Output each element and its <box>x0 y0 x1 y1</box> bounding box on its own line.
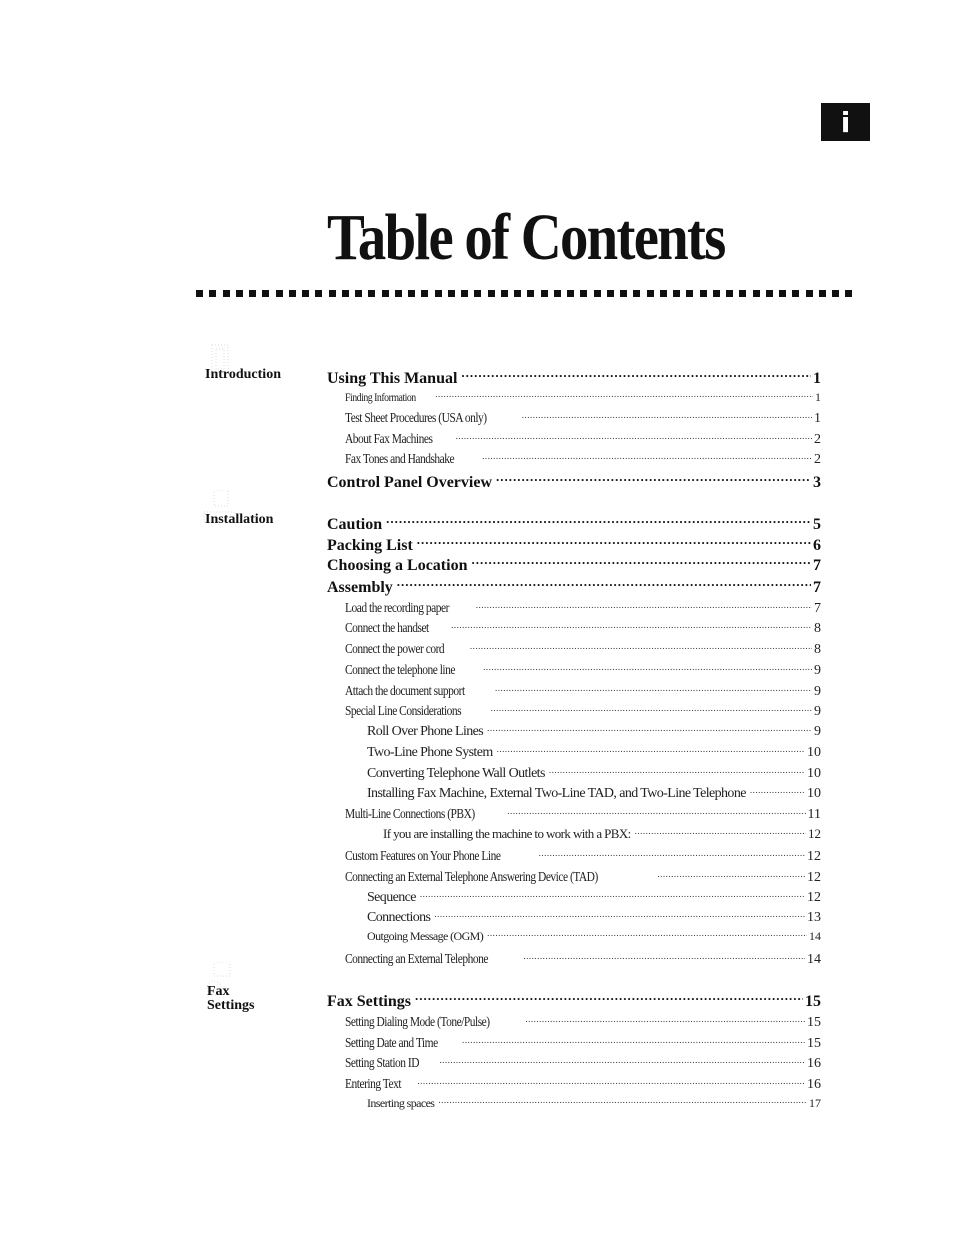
dot-leader <box>750 783 805 797</box>
toc-entry-page-number: 16 <box>807 1056 821 1071</box>
divider-square <box>342 290 349 297</box>
toc-entry[interactable] <box>367 928 821 944</box>
divider-square <box>209 290 216 297</box>
toc-entry-page-number: 7 <box>813 557 821 574</box>
toc-entry-title: Converting Telephone Wall Outlets <box>367 766 545 781</box>
dot-leader <box>495 681 812 695</box>
toc-entry[interactable] <box>345 867 821 886</box>
divider-square <box>700 290 707 297</box>
toc-entry-page-number: 10 <box>807 766 821 781</box>
dot-leader <box>482 449 812 463</box>
toc-entry[interactable] <box>345 1053 821 1072</box>
divider-square <box>408 290 415 297</box>
divider-square <box>448 290 455 297</box>
divider-square <box>647 290 654 297</box>
dot-leader <box>635 825 806 838</box>
toc-entry[interactable] <box>367 763 821 782</box>
dot-leader <box>386 513 811 529</box>
toc-entry[interactable] <box>367 742 821 761</box>
dot-leader <box>549 763 805 777</box>
dot-leader <box>487 928 807 940</box>
toc-entry-title: Custom Features on Your Phone Line <box>345 849 501 864</box>
divider-square <box>554 290 561 297</box>
divider-square <box>673 290 680 297</box>
toc-entry-title: Choosing a Location <box>327 557 468 574</box>
toc-entry-page-number: 16 <box>807 1077 821 1092</box>
toc-entry-title: Connect the handset <box>345 621 429 636</box>
toc-entry[interactable] <box>345 949 821 968</box>
dot-leader <box>539 846 805 860</box>
dot-leader <box>491 701 812 715</box>
toc-entry[interactable] <box>345 701 821 720</box>
dot-leader <box>417 1074 805 1088</box>
toc-entry-title: Load the recording paper <box>345 601 449 616</box>
toc-entry-page-number: 3 <box>813 474 821 491</box>
dot-leader <box>435 389 813 401</box>
divider-square <box>527 290 534 297</box>
divider-square <box>262 290 269 297</box>
divider-square <box>276 290 283 297</box>
divider-square <box>766 290 773 297</box>
dot-leader <box>438 1095 807 1107</box>
toc-entry-page-number: 15 <box>807 1036 821 1051</box>
toc-entry-title: Attach the document support <box>345 684 465 699</box>
toc-entry-title: Entering Text <box>345 1077 402 1092</box>
toc-entry-title: Test Sheet Procedures (USA only) <box>345 411 487 426</box>
divider-square <box>580 290 587 297</box>
divider-square <box>607 290 614 297</box>
divider-square <box>382 290 389 297</box>
toc-entry-title: Inserting spaces <box>367 1096 435 1110</box>
page-tab: i <box>821 103 870 141</box>
divider-square <box>236 290 243 297</box>
divider-square <box>633 290 640 297</box>
toc-entry-page-number: 13 <box>807 910 821 925</box>
toc-entry[interactable] <box>345 598 821 617</box>
toc-entry[interactable] <box>327 471 821 492</box>
toc-entry-title: Setting Station ID <box>345 1056 420 1071</box>
toc-entry-title: Assembly <box>327 579 393 596</box>
toc-entry-page-number: 9 <box>814 704 821 719</box>
divider-square <box>196 290 203 297</box>
toc-entry[interactable] <box>345 639 821 658</box>
toc-entry-page-number: 1 <box>815 390 821 404</box>
toc-entry-title: Fax Settings <box>327 993 411 1010</box>
toc-entry-title: Setting Date and Time <box>345 1036 438 1051</box>
divider-square <box>501 290 508 297</box>
divider-square <box>395 290 402 297</box>
toc-entry-page-number: 12 <box>807 870 821 885</box>
toc-entry-title: Using This Manual <box>327 370 458 387</box>
divider-square <box>368 290 375 297</box>
toc-entry[interactable] <box>327 554 821 575</box>
toc-entry[interactable] <box>345 429 821 448</box>
toc-entry-page-number: 12 <box>808 826 821 841</box>
toc-entry-page-number: 9 <box>814 684 821 699</box>
toc-entry-page-number: 10 <box>807 745 821 760</box>
toc-entry[interactable] <box>345 846 821 865</box>
toc-entry-page-number: 14 <box>807 952 821 967</box>
dot-leader <box>417 534 811 550</box>
toc-entry-page-number: 9 <box>814 724 821 739</box>
toc-entry-page-number: 14 <box>809 929 821 943</box>
toc-entry[interactable] <box>367 887 821 906</box>
toc-entry[interactable] <box>345 681 821 700</box>
divider-square <box>289 290 296 297</box>
divider-square <box>355 290 362 297</box>
divider-square <box>302 290 309 297</box>
toc-entry[interactable] <box>327 367 821 388</box>
toc-entry-page-number: 9 <box>814 663 821 678</box>
toc-entry-title: Outgoing Message (OGM) <box>367 929 484 943</box>
dot-leader <box>461 367 811 383</box>
divider-square <box>686 290 693 297</box>
toc-entry-title: Control Panel Overview <box>327 474 493 491</box>
toc-entry-title: Special Line Considerations <box>345 704 462 719</box>
divider-square <box>779 290 786 297</box>
dot-leader <box>657 867 805 881</box>
dot-leader <box>397 576 811 592</box>
divider-square <box>620 290 627 297</box>
section-label-installation: Installation <box>205 512 274 527</box>
divider-square <box>567 290 574 297</box>
toc-entry-page-number: 1 <box>813 370 821 387</box>
dot-leader <box>471 554 811 570</box>
divider-square <box>541 290 548 297</box>
toc-entry-page-number: 15 <box>805 993 821 1010</box>
divider-square <box>713 290 720 297</box>
toc-entry-title: Connect the power cord <box>345 642 445 657</box>
toc-entry[interactable] <box>367 1095 821 1111</box>
divider-square <box>315 290 322 297</box>
toc-entry[interactable] <box>345 408 821 427</box>
toc-entry[interactable] <box>327 576 821 597</box>
title-divider <box>196 290 852 297</box>
divider-square <box>832 290 839 297</box>
toc-entry-page-number: 11 <box>807 807 821 822</box>
toc-entry-page-number: 10 <box>807 786 821 801</box>
toc-entry-title: If you are installing the machine to work with a PBX: <box>383 826 631 841</box>
divider-square <box>792 290 799 297</box>
divider-square <box>806 290 813 297</box>
toc-entry-title: Connecting an External Telephone Answering Device (TAD) <box>345 870 598 885</box>
dot-leader <box>523 949 805 963</box>
toc-entry[interactable] <box>367 721 821 740</box>
dot-leader <box>415 990 803 1006</box>
toc-entry[interactable] <box>345 449 821 468</box>
toc-entry-page-number: 8 <box>814 642 821 657</box>
toc-entry-title: Connect the telephone line <box>345 663 455 678</box>
dot-leader <box>507 804 805 818</box>
divider-square <box>819 290 826 297</box>
divider-square <box>474 290 481 297</box>
divider-square <box>488 290 495 297</box>
dot-leader <box>522 408 812 422</box>
divider-square <box>594 290 601 297</box>
dot-leader <box>487 721 812 735</box>
toc-entry-title: Roll Over Phone Lines <box>367 724 484 739</box>
toc-entry[interactable] <box>367 907 821 926</box>
toc-entry[interactable] <box>345 389 821 405</box>
toc-entry-page-number: 6 <box>813 537 821 554</box>
toc-entry-page-number: 15 <box>807 1015 821 1030</box>
divider-square <box>223 290 230 297</box>
toc-entry-title: About Fax Machines <box>345 432 433 447</box>
dot-leader <box>497 742 805 756</box>
divider-square <box>435 290 442 297</box>
toc-entry-page-number: 12 <box>807 849 821 864</box>
divider-square <box>421 290 428 297</box>
toc-entry[interactable] <box>345 660 821 679</box>
toc-entry[interactable] <box>367 783 821 802</box>
dot-leader <box>439 1053 805 1067</box>
toc-entry-title: Multi-Line Connections (PBX) <box>345 807 475 822</box>
toc-entry-page-number: 12 <box>807 890 821 905</box>
toc-entry-title: Finding Information <box>345 390 416 404</box>
dot-leader <box>456 429 812 443</box>
toc-entry[interactable] <box>345 1033 821 1052</box>
dot-leader <box>525 1012 805 1026</box>
toc-entry[interactable] <box>345 618 821 637</box>
dot-leader <box>434 907 805 921</box>
dot-leader <box>496 471 811 487</box>
dot-leader <box>451 618 812 632</box>
toc-entry[interactable] <box>327 534 821 555</box>
dot-leader <box>420 887 805 901</box>
dot-leader <box>476 598 812 612</box>
toc-entry-page-number: 5 <box>813 516 821 533</box>
toc-entry[interactable] <box>383 825 821 842</box>
toc-entry[interactable] <box>327 513 821 534</box>
section-label-fax-settings: Fax Settings <box>207 984 255 1013</box>
divider-square <box>514 290 521 297</box>
page-title: Table of Contents <box>327 201 725 274</box>
toc-entry[interactable] <box>345 1074 821 1093</box>
divider-square <box>329 290 336 297</box>
divider-square <box>660 290 667 297</box>
toc-entry-title: Sequence <box>367 890 416 905</box>
toc-entry-title: Packing List <box>327 537 413 554</box>
toc-entry-title: Fax Tones and Handshake <box>345 452 455 467</box>
toc-entry[interactable] <box>327 990 821 1011</box>
divider-square <box>249 290 256 297</box>
toc-entry-page-number: 17 <box>809 1096 821 1110</box>
toc-entry-title: Caution <box>327 516 383 533</box>
toc-entry-title: Connecting an External Telephone <box>345 952 488 967</box>
divider-square <box>739 290 746 297</box>
toc-entry[interactable] <box>345 1012 821 1031</box>
toc-entry-page-number: 8 <box>814 621 821 636</box>
toc-entry-page-number: 7 <box>813 579 821 596</box>
toc-entry-title: Connections <box>367 910 431 925</box>
toc-entry-title: Installing Fax Machine, External Two-Line TAD, and Two-Line Telephone <box>367 786 746 801</box>
toc-entry-page-number: 1 <box>814 411 821 426</box>
dot-leader <box>470 639 812 653</box>
dot-leader <box>483 660 812 674</box>
toc-entry-title: Setting Dialing Mode (Tone/Pulse) <box>345 1015 490 1030</box>
divider-square <box>726 290 733 297</box>
divider-square <box>461 290 468 297</box>
divider-square <box>845 290 852 297</box>
section-label-introduction: Introduction <box>205 367 281 382</box>
dot-leader <box>462 1033 805 1047</box>
toc-entry[interactable] <box>345 804 821 823</box>
toc-entry-title: Two-Line Phone System <box>367 745 493 760</box>
toc-entry-page-number: 7 <box>814 601 821 616</box>
divider-square <box>753 290 760 297</box>
toc-entry-page-number: 2 <box>814 432 821 447</box>
toc-entry-page-number: 2 <box>814 452 821 467</box>
